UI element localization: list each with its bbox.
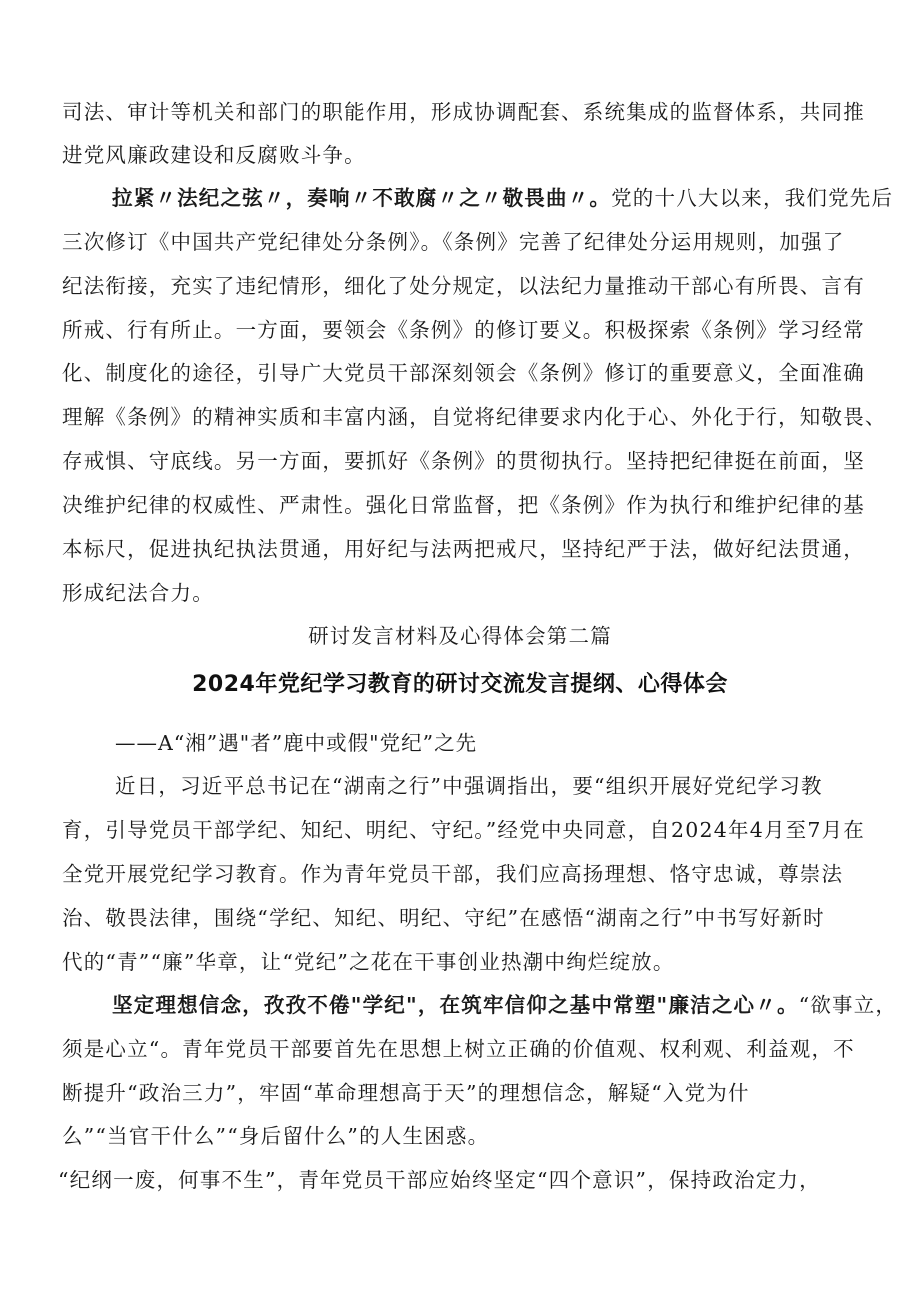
paragraph-text: 党的十八大以来，我们党先后 [611,186,894,210]
subtitle: ——A“湘”遇"者”鹿中或假"党纪”之先 [115,731,478,755]
paragraph-line: 形成纪法合力。 [62,581,214,605]
paragraph-line: 所戒、行有所止。一方面，要领会《条例》的修订要义。积极探索《条例》学习经常 [62,318,865,342]
section-label: 研讨发言材料及心得体会第二篇 [308,624,612,648]
paragraph-line: 断提升“政治三力”，牢固“革命理想高于天”的理想信念，解疑“入党为什 [62,1081,750,1105]
paragraph-line: “纪纲一废，何事不生”，青年党员干部应始终坚定“四个意识”，保持政治定力， [58,1168,821,1192]
paragraph-line: 化、制度化的途径，引导广大党员干部深刻领会《条例》修订的重要意义，全面准确 [62,361,865,385]
paragraph-heading: 坚定理想信念，孜孜不倦"学纪"，在筑牢信仰之基中常塑"廉洁之心〃。 [112,993,799,1017]
paragraph-line: 三次修订《中国共产党纪律处分条例》。《条例》完善了纪律处分运用规则，加强了 [62,230,845,254]
paragraph-line: 须是心立“。青年党员干部要首先在思想上树立正确的价值观、权利观、利益观，不 [62,1037,855,1061]
page-title: 2024年党纪学习教育的研讨交流发言提纲、心得体会 [192,672,728,697]
paragraph-line: 近日，习近平总书记在“湖南之行”中强调指出，要“组织开展好党纪学习教 [115,774,823,798]
paragraph-line: 决维护纪律的权威性、严肃性。强化日常监督，把《条例》作为执行和维护纪律的基 [62,493,865,517]
paragraph-line: 治、敬畏法律，围绕“学纪、知纪、明纪、守纪”在感悟“湖南之行”中书写好新时 [62,906,825,930]
paragraph-line: 存戒惧、守底线。另一方面，要抓好《条例》的贯彻执行。坚持把纪律挺在前面，坚 [62,449,865,473]
paragraph-line: 本标尺，促进执纪执法贯通，用好纪与法两把戒尺，坚持纪严于法，做好纪法贯通， [62,537,865,561]
paragraph-line: 代的“青”“廉”华章，让“党纪”之花在干事创业热潮中绚烂绽放。 [62,950,675,974]
paragraph-text: “欲事立， [798,993,898,1017]
paragraph-line [112,183,893,213]
paragraph-line: 理解《条例》的精神实质和丰富内涵，自觉将纪律要求内化于心、外化于行，知敬畏、 [62,405,887,429]
paragraph-line: 么”“当官干什么”“身后留什么”的人生困惑。 [62,1124,490,1148]
paragraph-line: 纪法衔接，充实了违纪情形，细化了处分规定，以法纪力量推动干部心有所畏、言有 [62,274,865,298]
paragraph-line: 育，引导党员干部学纪、知纪、明纪、守纪。”经党中央同意，自2024年4月至7月在 [62,818,865,842]
paragraph-line: 进党风廉政建设和反腐败斗争。 [62,143,366,167]
paragraph-heading: 拉紧〃法纪之弦〃，奏响〃不敢腐〃之〃敬畏曲〃。 [112,186,612,210]
paragraph-line [112,990,897,1020]
paragraph-line: 全党开展党纪学习教育。作为青年党员干部，我们应高扬理想、恪守忠诚，尊崇法 [62,862,844,886]
paragraph-line: 司法、审计等机关和部门的职能作用，形成协调配套、系统集成的监督体系，共同推 [62,100,865,124]
